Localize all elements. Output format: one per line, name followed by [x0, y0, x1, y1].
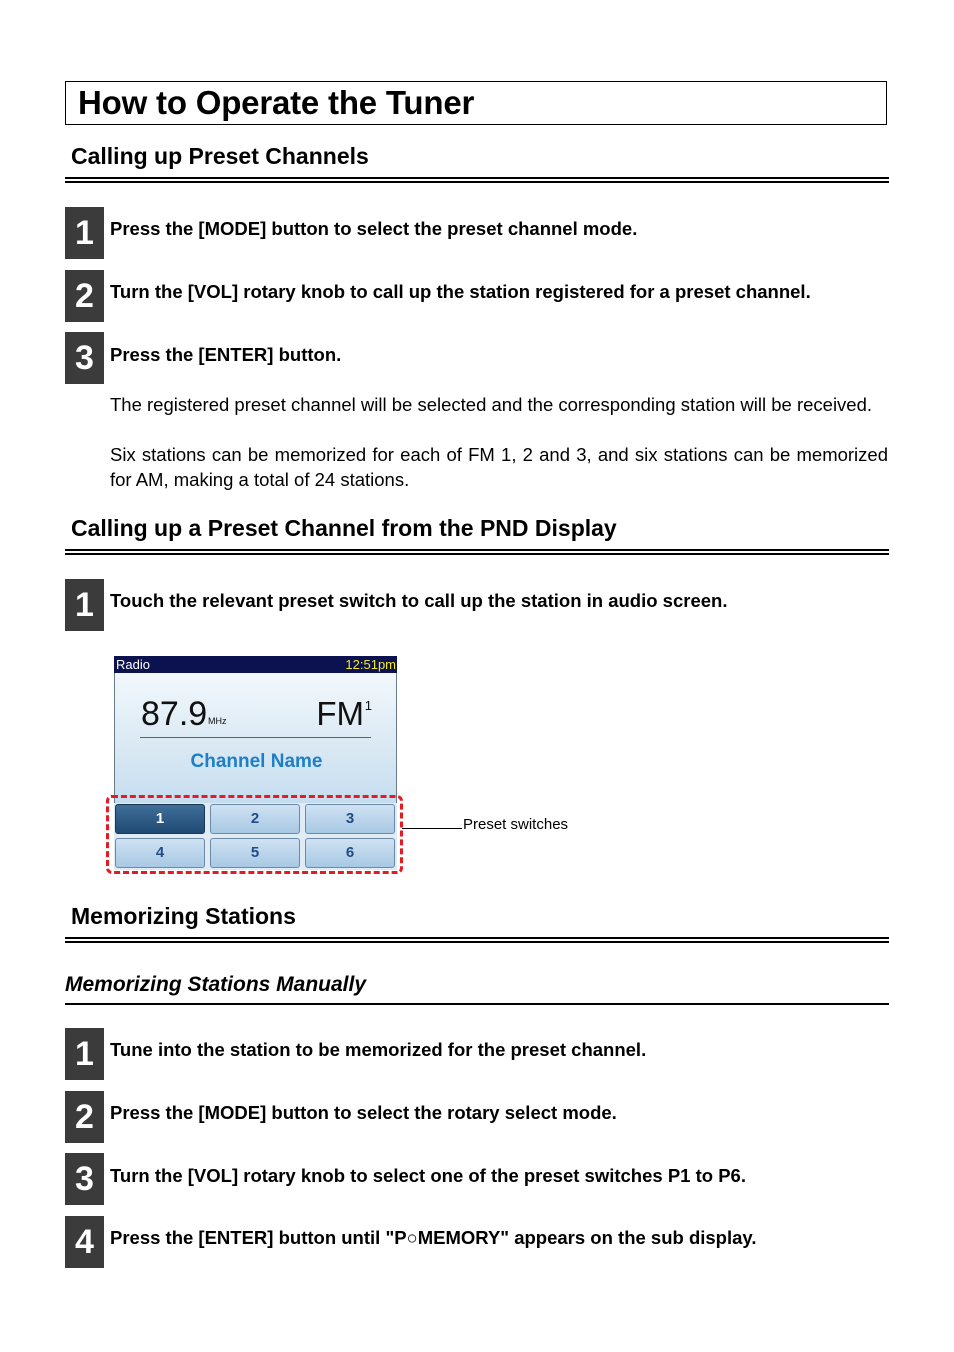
section-title-pnd: Calling up a Preset Channel from the PND Display: [71, 515, 617, 541]
step-text: Press the [MODE] button to select the preset channel mode.: [110, 218, 638, 239]
band-number: 1: [364, 698, 372, 713]
preset-button-3[interactable]: 3: [305, 804, 395, 834]
preset-button-4[interactable]: 4: [115, 838, 205, 868]
step-number: 3: [65, 1153, 104, 1205]
preset-button-6[interactable]: 6: [305, 838, 395, 868]
subsection-title-manual: Memorizing Stations Manually: [65, 973, 367, 996]
callout-label: Preset switches: [463, 816, 569, 833]
step-text: Turn the [VOL] rotary knob to select one of the preset switches P1 to P6.: [110, 1165, 746, 1186]
screen-title-bar: [114, 656, 397, 673]
step-number: 2: [65, 1091, 104, 1143]
step-text: Touch the relevant preset switch to call up the station in audio screen.: [110, 590, 728, 611]
step-number: 1: [65, 1028, 104, 1080]
screen-body: [114, 673, 397, 803]
step-text: Press the [MODE] button to select the rotary select mode.: [110, 1102, 617, 1123]
page-title: How to Operate the Tuner: [78, 84, 475, 121]
section-title-preset: Calling up Preset Channels: [71, 143, 369, 169]
page-title-box: [65, 81, 887, 125]
step-text: Turn the [VOL] rotary knob to call up the station registered for a preset channel.: [110, 281, 811, 302]
section-title-memorizing: Memorizing Stations: [71, 903, 296, 929]
paragraph-received: The registered preset channel will be selected and the corresponding station will be received.: [110, 394, 873, 415]
step-text: Press the [ENTER] button.: [110, 344, 342, 365]
step-text: Tune into the station to be memorized for the preset channel.: [110, 1039, 647, 1060]
band-display: FM: [316, 695, 364, 732]
step-number: 1: [65, 207, 104, 259]
step-number: 3: [65, 332, 104, 384]
frequency-display: 87.9: [141, 695, 208, 733]
subsection-rule: [65, 1003, 889, 1005]
section-rule: [65, 937, 889, 943]
screen-app-label: Radio: [116, 657, 150, 672]
step-number: 4: [65, 1216, 104, 1268]
step-number: 2: [65, 270, 104, 322]
preset-highlight-outline: [106, 795, 403, 874]
step-text: Press the [ENTER] button until "P○MEMORY" appears on the sub display.: [110, 1227, 757, 1248]
screen-divider: [140, 737, 371, 738]
screen-clock: 12:51pm: [345, 657, 396, 672]
channel-name: Channel Name: [190, 751, 323, 772]
step-number: 1: [65, 579, 104, 631]
callout-leader-line: [402, 828, 462, 829]
paragraph-stations: Six stations can be memorized for each of FM 1, 2 and 3, and six stations can be memorized for AM, making a total of 24 stations.: [110, 444, 888, 490]
frequency-unit: MHz: [208, 716, 227, 726]
preset-button-5[interactable]: 5: [210, 838, 300, 868]
section-rule: [65, 177, 889, 183]
preset-button-1[interactable]: 1: [115, 804, 205, 834]
section-rule: [65, 549, 889, 555]
preset-button-2[interactable]: 2: [210, 804, 300, 834]
